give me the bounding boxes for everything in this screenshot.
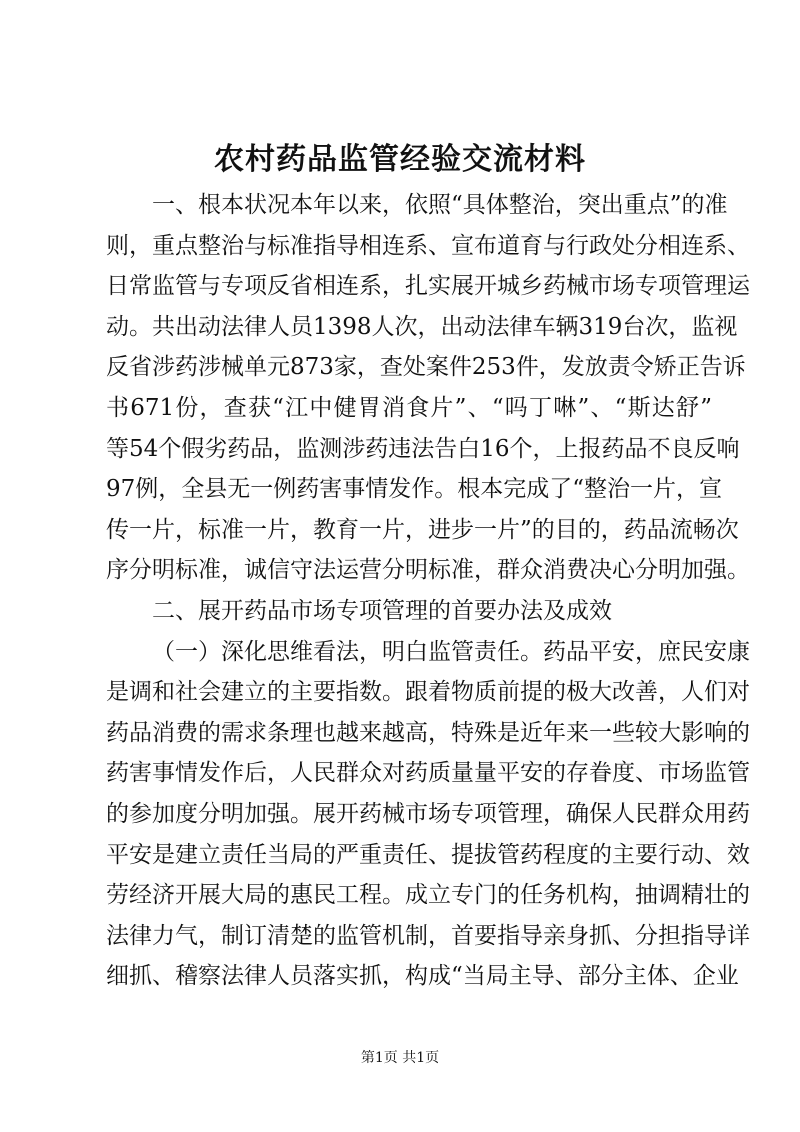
paragraph-line: 传一片，标准一片，教育一片，进步一片”的目的，药品流畅次 bbox=[106, 516, 739, 543]
paragraph-line: 平安是建立责任当局的严重责任、提拔管药程度的主要行动、效 bbox=[106, 841, 750, 868]
paragraph-line: （一）深化思维看法，明白监管责任。药品平安，庶民安康 bbox=[152, 638, 750, 665]
paragraph-line: 等54个假劣药品，监测涉药违法告白16个，上报药品不良反响 bbox=[106, 435, 740, 462]
paragraph-line: 是调和社会建立的主要指数。跟着物质前提的极大改善，人们对 bbox=[106, 679, 750, 706]
paragraph-line: 动。共出动法律人员1398人次，出动法律车辆319台次，监视 bbox=[106, 313, 738, 340]
paragraph-line: 药害事情发作后，人民群众对药质量量平安的存眷度、市场监管 bbox=[106, 760, 750, 787]
paragraph-line: 97例，全县无一例药害事情发作。根本完成了“整治一片，宣 bbox=[106, 476, 723, 503]
paragraph-line: 日常监管与专项反省相连系，扎实展开城乡药械市场专项管理运 bbox=[106, 273, 750, 300]
section-heading: 二、展开药品市场专项管理的首要办法及成效 bbox=[152, 597, 612, 624]
paragraph-line: 反省涉药涉械单元873家，查处案件253件，发放责令矫正告诉 bbox=[106, 354, 746, 381]
paragraph-line: 法律力气，制订清楚的监管机制，首要指导亲身抓、分担指导详 bbox=[106, 922, 750, 949]
paragraph-line: 则，重点整治与标准指导相连系、宣布道育与行政处分相连系、 bbox=[106, 232, 750, 259]
document-title: 农村药品监管经验交流材料 bbox=[214, 142, 586, 177]
document-body bbox=[106, 185, 750, 997]
paragraph-line: 药品消费的需求条理也越来越高，特殊是近年来一些较大影响的 bbox=[106, 719, 750, 746]
paragraph-line: 的参加度分明加强。展开药械市场专项管理，确保人民群众用药 bbox=[106, 800, 750, 827]
paragraph-line: 书671份，查获“江中健胃消食片”、“吗丁啉”、“斯达舒” bbox=[106, 394, 712, 421]
paragraph-line: 劳经济开展大局的惠民工程。成立专门的任务机构，抽调精壮的 bbox=[106, 882, 750, 909]
paragraph-line: 细抓、稽察法律人员落实抓，构成“当局主导、部分主体、企业 bbox=[106, 963, 739, 990]
paragraph-line: 一、根本状况本年以来，依照“具体整治，突出重点”的准 bbox=[152, 192, 728, 218]
paragraph-line: 序分明标准，诚信守法运营分明标准，群众消费决心分明加强。 bbox=[106, 557, 750, 584]
page-number-footer: 第1页 共1页 bbox=[360, 1050, 440, 1066]
